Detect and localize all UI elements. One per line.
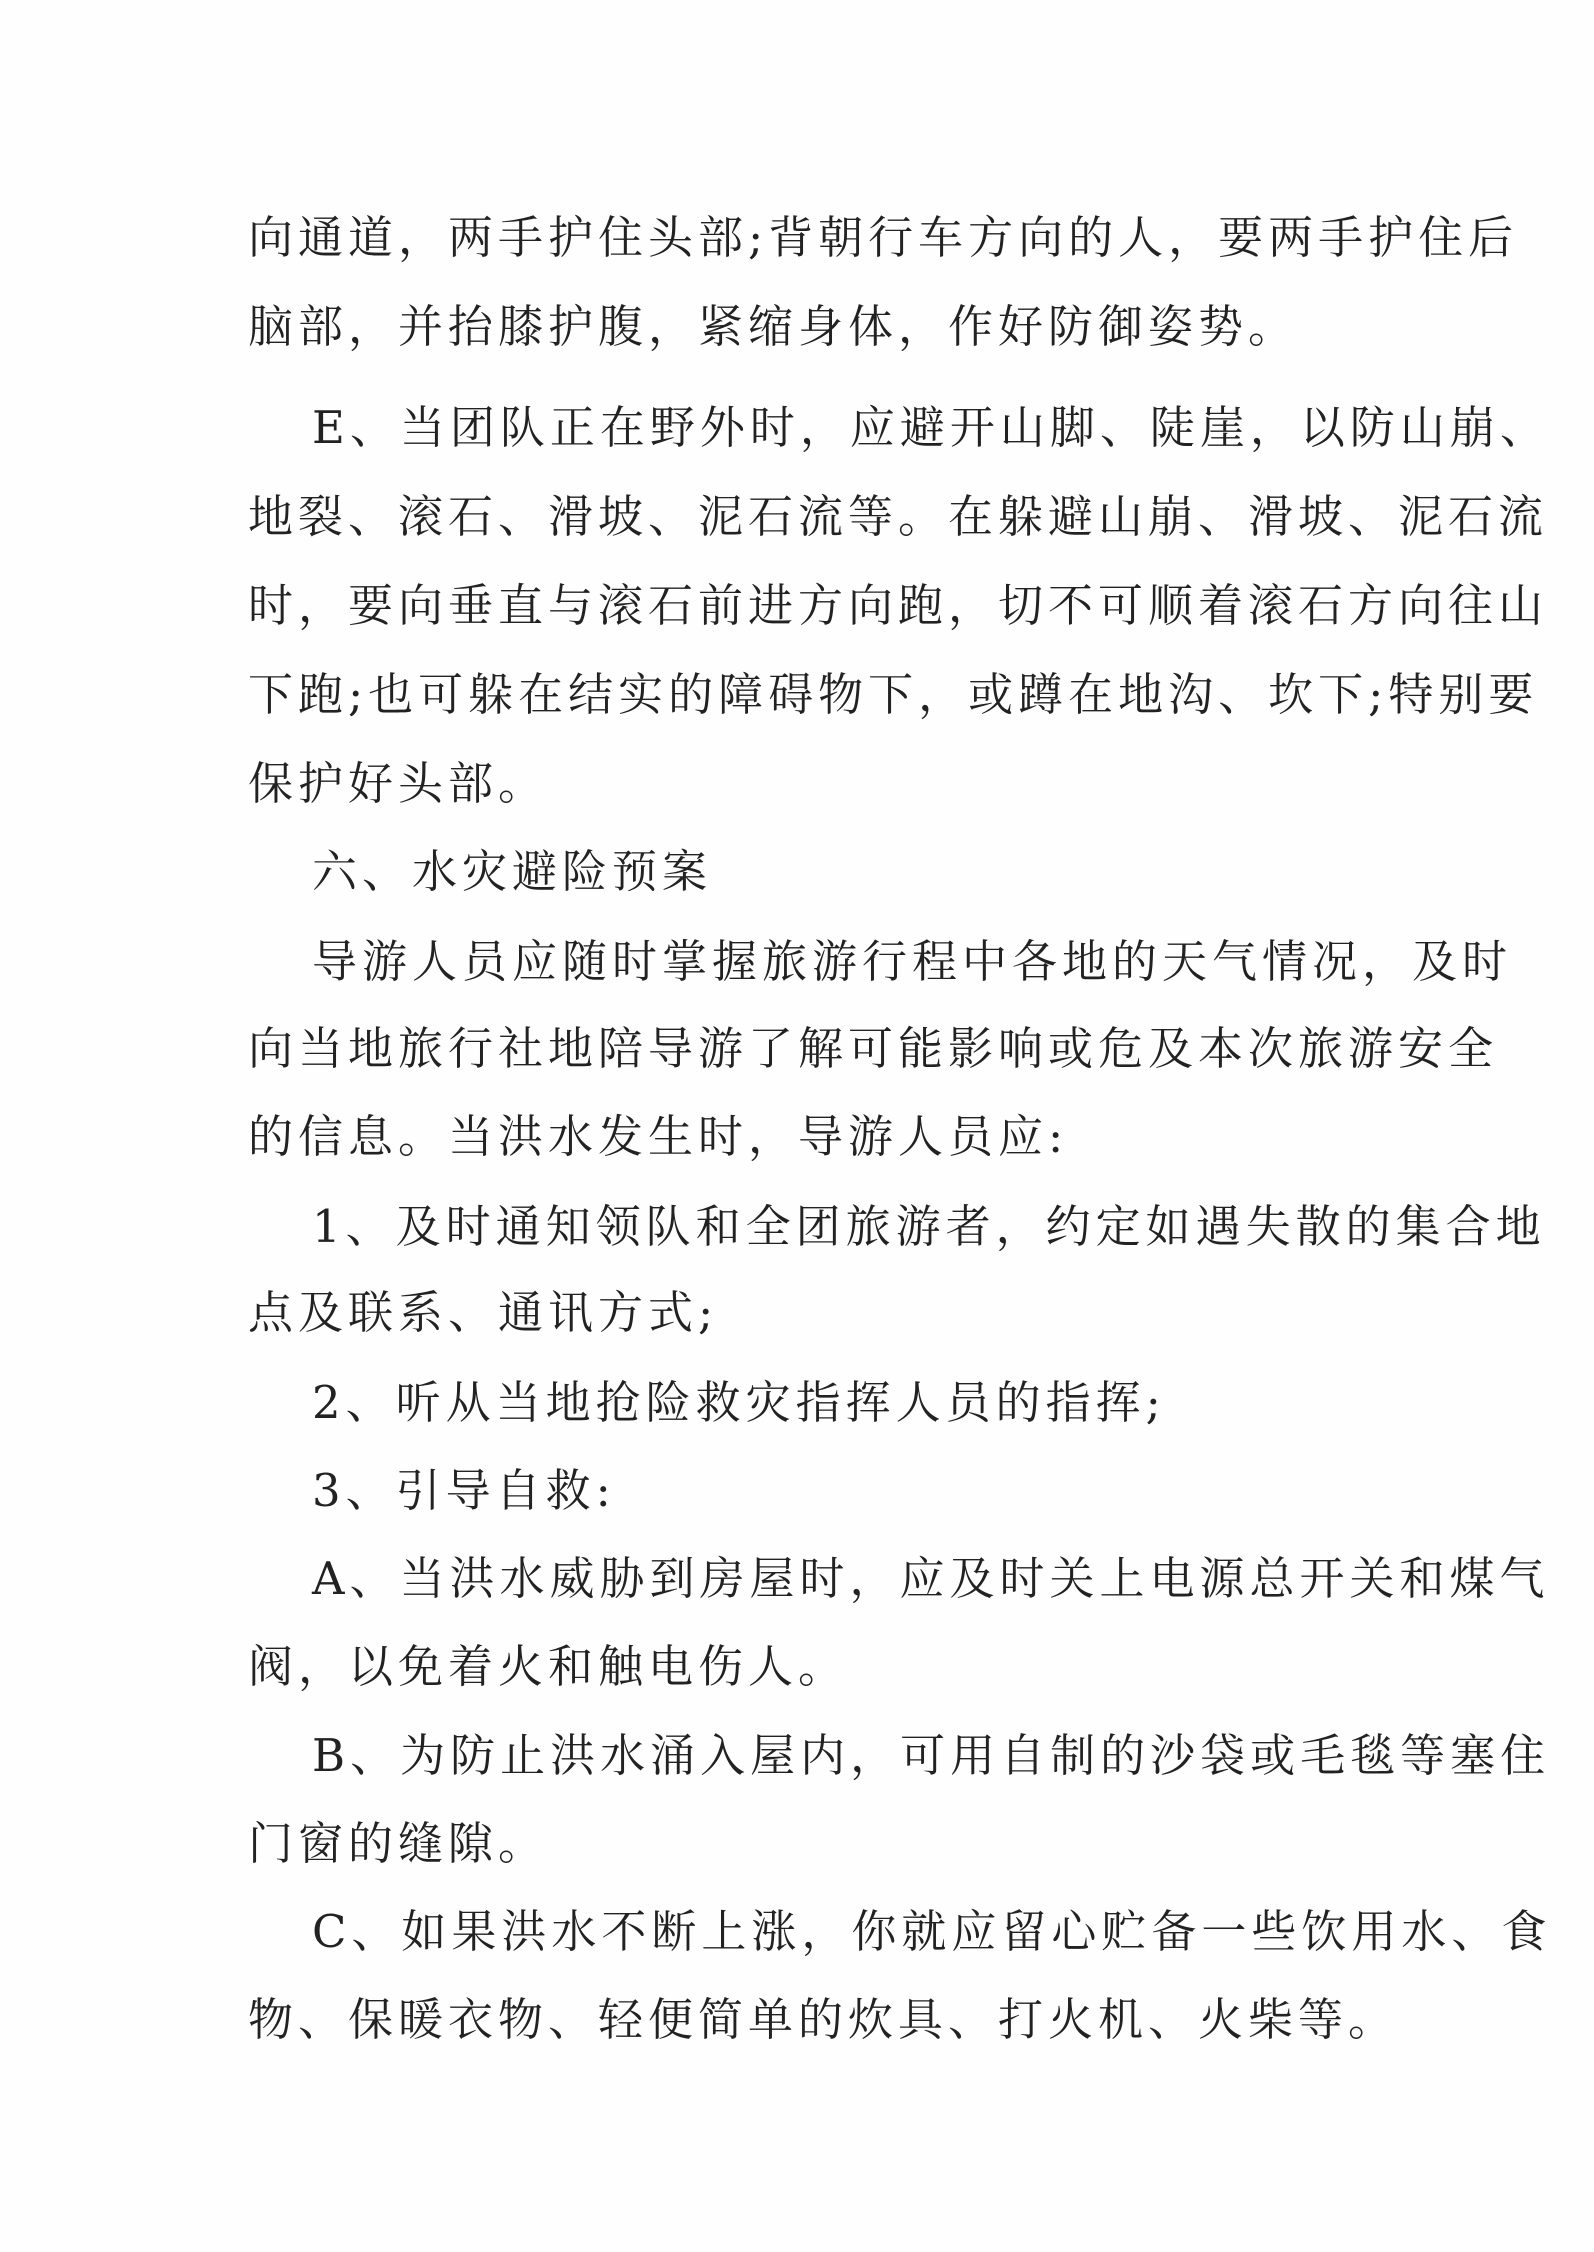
section-heading: 六、水灾避险预案: [312, 845, 713, 898]
text-line: E、当团队正在野外时，应避开山脚、陡崖，以防山崩、: [312, 401, 1550, 454]
text-line: 向通道，两手护住头部;背朝行车方向的人，要两手护住后: [248, 211, 1519, 264]
text-line: 向当地旅行社地陪导游了解可能影响或危及本次旅游安全: [248, 1022, 1499, 1075]
text-line: 点及联系、通讯方式;: [248, 1286, 719, 1339]
text-line: 2、听从当地抢险救灾指挥人员的指挥;: [312, 1376, 1166, 1429]
text-line: 阀，以免着火和触电伤人。: [248, 1640, 849, 1693]
text-line: 下跑;也可躲在结实的障碍物下，或蹲在地沟、坎下;特别要: [248, 668, 1539, 721]
text-line: A、当洪水威胁到房屋时，应及时关上电源总开关和煤气: [312, 1552, 1550, 1605]
text-line: 脑部，并抬膝护腹，紧缩身体，作好防御姿势。: [248, 300, 1299, 353]
text-line: 保护好头部。: [248, 757, 549, 810]
text-line: B、为防止洪水涌入屋内，可用自制的沙袋或毛毯等塞住: [312, 1729, 1551, 1782]
text-line: 物、保暖衣物、轻便简单的炊具、打火机、火柴等。: [248, 1993, 1399, 2046]
text-line: 1、及时通知领队和全团旅游者，约定如遇失散的集合地: [312, 1200, 1546, 1253]
text-line: 门窗的缝隙。: [248, 1817, 549, 1870]
text-line: 时，要向垂直与滚石前进方向跑，切不可顺着滚石方向往山: [248, 579, 1549, 632]
text-line: C、如果洪水不断上涨，你就应留心贮备一些饮用水、食: [312, 1905, 1552, 1958]
text-line: 3、引导自救:: [312, 1464, 616, 1517]
text-line: 的信息。当洪水发生时，导游人员应:: [248, 1110, 1069, 1163]
text-line: 导游人员应随时掌握旅游行程中各地的天气情况，及时: [312, 935, 1513, 988]
text-line: 地裂、滚石、滑坡、泥石流等。在躲避山崩、滑坡、泥石流: [248, 490, 1549, 543]
